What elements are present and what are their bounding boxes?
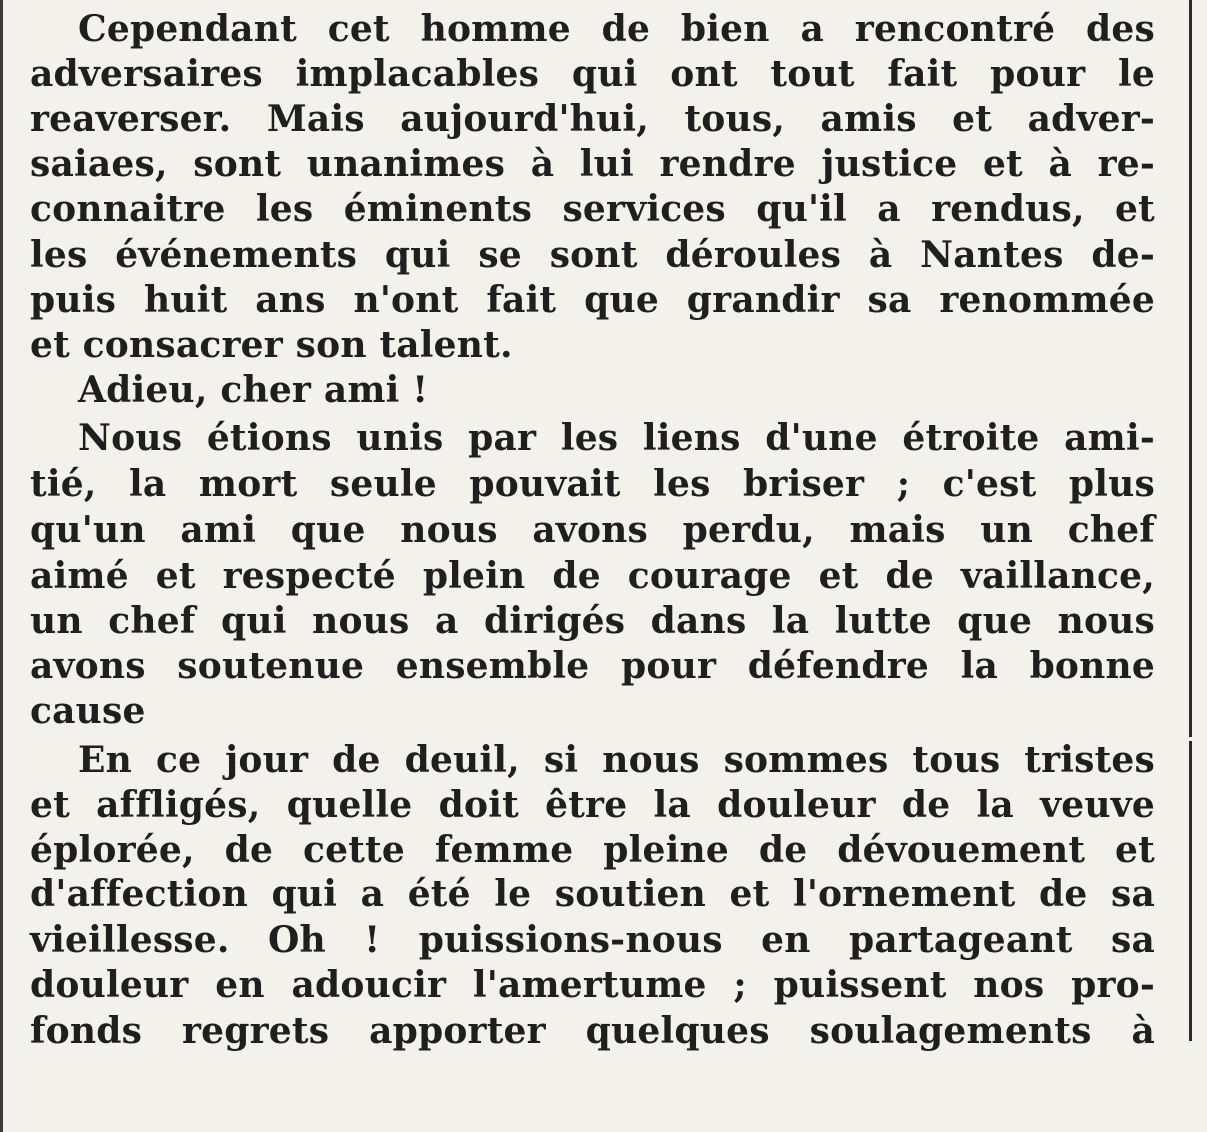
text-line: connaitre les éminents services qu'il a rendus, et xyxy=(30,188,1155,230)
text-line: vieillesse. Oh ! puissions-nous en partageant sa xyxy=(30,919,1155,961)
text-line: douleur en adoucir l'amertume ; puissent nos pro- xyxy=(30,964,1155,1006)
text-line: adversaires implacables qui ont tout fait pour le xyxy=(30,53,1155,95)
text-line: Nous étions unis par les liens d'une étroite ami- xyxy=(78,417,1155,459)
right-column-rule-upper xyxy=(1189,0,1192,737)
text-line: qu'un ami que nous avons perdu, mais un chef xyxy=(30,509,1155,551)
left-column-rule xyxy=(0,0,3,1132)
text-line: En ce jour de deuil, si nous sommes tous tristes xyxy=(78,739,1155,781)
text-line: et consacrer son talent. xyxy=(30,324,513,366)
text-line: cause xyxy=(30,690,146,732)
text-line: avons soutenue ensemble pour défendre la bonne xyxy=(30,645,1155,687)
text-line: éplorée, de cette femme pleine de dévouement et xyxy=(30,829,1155,871)
text-line: les événements qui se sont déroules à Nantes de- xyxy=(30,234,1155,276)
text-line: reaverser. Mais aujourd'hui, tous, amis et adver- xyxy=(30,98,1155,140)
text-line: puis huit ans n'ont fait que grandir sa renommée xyxy=(30,279,1155,321)
text-line: saiaes, sont unanimes à lui rendre justice et à re- xyxy=(30,143,1155,185)
text-line: un chef qui nous a dirigés dans la lutte que nous xyxy=(30,600,1155,642)
text-line: d'affection qui a été le soutien et l'ornement de sa xyxy=(30,873,1155,915)
right-column-rule-lower xyxy=(1189,741,1192,1041)
text-line: Adieu, cher ami ! xyxy=(78,369,429,411)
text-line: Cependant cet homme de bien a rencontré des xyxy=(78,8,1155,50)
text-line: et affligés, quelle doit être la douleur de la veuve xyxy=(30,784,1155,826)
text-line: tié, la mort seule pouvait les briser ; c'est plus xyxy=(30,463,1155,505)
text-line: fonds regrets apporter quelques soulagements à xyxy=(30,1010,1155,1052)
text-line: aimé et respecté plein de courage et de vaillance, xyxy=(30,555,1155,597)
